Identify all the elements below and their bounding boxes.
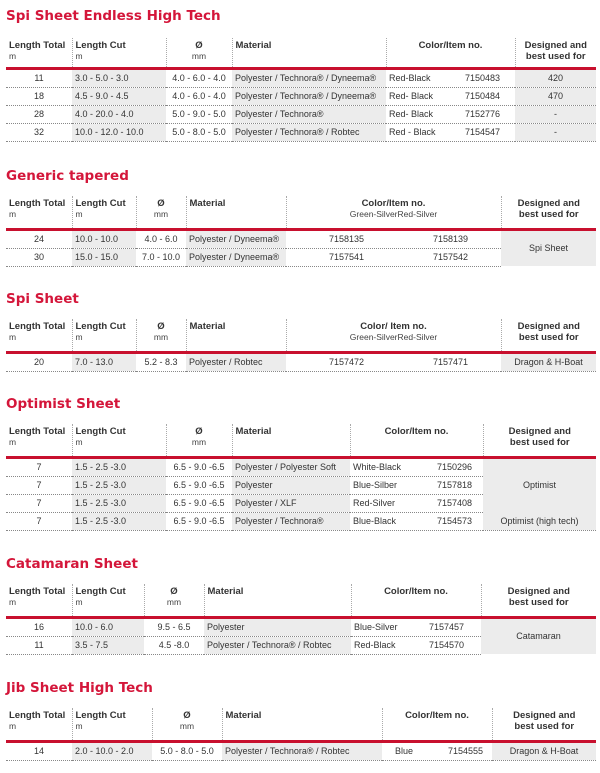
spec-table: Length Total m Length Cut m Ø mm Material Color/Item no. Designed and best used for 7 1.5 - 2.5 -3.0 6.5 - 9.0 -6.5 Polyester / Polyester Soft White-Black 7150296 Optimist 7 1.5 - 2.5 -3.0 6.5 - 9.0 -6.5 Polyester Blue-Silber 7157818 7 1.5 - 2.5 -3.0 6.5 - 9.0 -6.5 Polyester / XLF Red-Silver 7157408 7 1.5 - 2.5 -3.0 6.5 - 9.0 -6.5 Polyester / Technora® Blue-Black 7154573 Optimist (high tech) <box>6 424 596 531</box>
col-header-length-cut: Length Cut <box>75 426 126 437</box>
best-used-for: - <box>515 123 596 141</box>
spec-table: Length Total m Length Cut m Ø mm Material Color/Item no. Designed and best used for 14 2.0 - 10.0 - 2.0 5.0 - 8.0 - 5.0 Polyester / Technora® / Robtec Blue 7154555 Dragon & H-Boat <box>6 708 596 761</box>
table-row: 30 15.0 - 15.0 7.0 - 10.0 Polyester / Dyneema® 7157541 7157542 <box>6 248 596 266</box>
best-used-for: Dragon & H-Boat <box>501 352 596 371</box>
best-used-for: 420 <box>515 68 596 87</box>
best-used-for: Dragon & H-Boat <box>492 741 596 760</box>
col-header-length-cut: Length Cut <box>75 40 126 51</box>
col-header-designed: Designed and <box>508 426 571 437</box>
best-used-for: - <box>515 105 596 123</box>
col-header-length-total: Length Total <box>9 426 66 437</box>
col-header-length-total: Length Total <box>9 710 66 721</box>
section-title: Optimist Sheet <box>6 396 121 412</box>
col-header-diameter: Ø <box>183 710 191 721</box>
best-used-for: Optimist (high tech) <box>483 512 596 530</box>
col-header-material: Material <box>186 196 286 229</box>
col-header-material: Material <box>186 319 286 352</box>
col-header-diameter: Ø <box>170 586 178 597</box>
section-title: Spi Sheet <box>6 291 79 307</box>
col-header-color-item: Color/Item no. <box>350 424 483 457</box>
section-title: Jib Sheet High Tech <box>6 680 153 696</box>
col-header-color-item: Color/Item no. <box>361 198 426 209</box>
col-header-length-cut: Length Cut <box>75 198 126 209</box>
table-row: 18 4.5 - 9.0 - 4.5 4.0 - 6.0 - 4.0 Polyester / Technora® / Dyneema® Red- Black 7150484 470 <box>6 87 596 105</box>
col-header-diameter: Ø <box>195 426 203 437</box>
col-header-material: Material <box>222 708 382 741</box>
best-used-for: Catamaran <box>481 617 596 654</box>
col-header-diameter: Ø <box>157 321 165 332</box>
col-header-length-cut: Length Cut <box>75 586 126 597</box>
best-used-for: Spi Sheet <box>501 229 596 266</box>
col-header-designed: Designed and <box>513 710 576 721</box>
best-used-for: 470 <box>515 87 596 105</box>
col-header-color-item: Color/Item no. <box>382 708 492 741</box>
col-header-designed: Designed and <box>517 321 580 332</box>
section-title: Spi Sheet Endless High Tech <box>6 8 221 24</box>
col-header-length-total: Length Total <box>9 40 66 51</box>
table-row: 24 10.0 - 10.0 4.0 - 6.0 Polyester / Dyneema® 7158135 7158139 Spi Sheet <box>6 229 596 248</box>
table-row: 7 1.5 - 2.5 -3.0 6.5 - 9.0 -6.5 Polyester / Technora® Blue-Black 7154573 Optimist (high tech) <box>6 512 596 530</box>
col-header-diameter: Ø <box>195 40 203 51</box>
col-header-designed: Designed and <box>517 198 580 209</box>
col-header-color-item: Color/ Item no. <box>360 321 427 332</box>
col-header-color-item: Color/Item no. <box>386 38 515 68</box>
section-title: Generic tapered <box>6 168 129 184</box>
col-header-length-total: Length Total <box>9 586 66 597</box>
spec-table: Length Total m Length Cut m Ø mm Material Color/ Item no. Green-SilverRed-Silver Designed and best used for 20 7.0 - 13.0 5.2 - 8.3 Polyester / Robtec 7157472 7157471 Dragon & H-Boat <box>6 319 596 372</box>
col-header-material: Material <box>232 38 386 68</box>
col-header-color-item: Color/Item no. <box>351 584 481 617</box>
col-header-designed: Designed and <box>507 586 570 597</box>
table-row: 28 4.0 - 20.0 - 4.0 5.0 - 9.0 - 5.0 Polyester / Technora® Red- Black 7152776 - <box>6 105 596 123</box>
table-row: 7 1.5 - 2.5 -3.0 6.5 - 9.0 -6.5 Polyester / XLF Red-Silver 7157408 <box>6 494 596 512</box>
spec-table: Length Total m Length Cut m Ø mm Material Color/Item no. Green-SilverRed-Silver Designed and best used for 24 10.0 - 10.0 4.0 - 6.0 Polyester / Dyneema® 7158135 7158139 Spi Sheet 30 15.0 - 15.0 7.0 - 10.0 Polyester / Dyneema® 7157541 7157542 <box>6 196 596 267</box>
table-row: 11 3.0 - 5.0 - 3.0 4.0 - 6.0 - 4.0 Polyester / Technora® / Dyneema® Red-Black 7150483 420 <box>6 68 596 87</box>
section-title: Catamaran Sheet <box>6 556 138 572</box>
col-header-length-cut: Length Cut <box>75 710 126 721</box>
col-header-designed: Designed and <box>524 40 587 51</box>
col-header-diameter: Ø <box>157 198 165 209</box>
spec-table: Length Total m Length Cut m Ø mm Material Color/Item no. Designed and best used for 11 3.0 - 5.0 - 3.0 4.0 - 6.0 - 4.0 Polyester / Technora® / Dyneema® Red-Black 7150483 420 18 4.5 - 9.0 - 4.5 4.0 - 6.0 - 4.0 Polyester / Technora® / Dyneema® Red- Black 7150484 470 28 4.0 - 20.0 - 4.0 5.0 - 9.0 - 5.0 Polyester / Technora® Red- Black 7152776 - 32 10.0 - 12.0 - 10.0 5.0 - 8.0 - 5.0 Polyester / Technora® / Robtec Red - Black 7154547 - <box>6 38 596 142</box>
table-row: 20 7.0 - 13.0 5.2 - 8.3 Polyester / Robtec 7157472 7157471 Dragon & H-Boat <box>6 352 596 371</box>
best-used-for: Optimist <box>483 457 596 512</box>
col-header-length-total: Length Total <box>9 198 66 209</box>
col-header-material: Material <box>204 584 351 617</box>
col-header-length-total: Length Total <box>9 321 66 332</box>
col-header-length-cut: Length Cut <box>75 321 126 332</box>
table-row: 14 2.0 - 10.0 - 2.0 5.0 - 8.0 - 5.0 Polyester / Technora® / Robtec Blue 7154555 Dragon & H-Boat <box>6 741 596 760</box>
spec-table: Length Total m Length Cut m Ø mm Material Color/Item no. Designed and best used for 16 10.0 - 6.0 9.5 - 6.5 Polyester Blue-Silver 7157457 Catamaran 11 3.5 - 7.5 4.5 -8.0 Polyester / Technora® / Robtec Red-Black 7154570 <box>6 584 596 655</box>
col-header-material: Material <box>232 424 350 457</box>
table-row: 16 10.0 - 6.0 9.5 - 6.5 Polyester Blue-Silver 7157457 Catamaran <box>6 617 596 636</box>
table-row: 32 10.0 - 12.0 - 10.0 5.0 - 8.0 - 5.0 Polyester / Technora® / Robtec Red - Black 7154547 - <box>6 123 596 141</box>
table-row: 7 1.5 - 2.5 -3.0 6.5 - 9.0 -6.5 Polyester Blue-Silber 7157818 <box>6 476 596 494</box>
table-row: 7 1.5 - 2.5 -3.0 6.5 - 9.0 -6.5 Polyester / Polyester Soft White-Black 7150296 Optimist <box>6 457 596 476</box>
table-row: 11 3.5 - 7.5 4.5 -8.0 Polyester / Technora® / Robtec Red-Black 7154570 <box>6 636 596 654</box>
